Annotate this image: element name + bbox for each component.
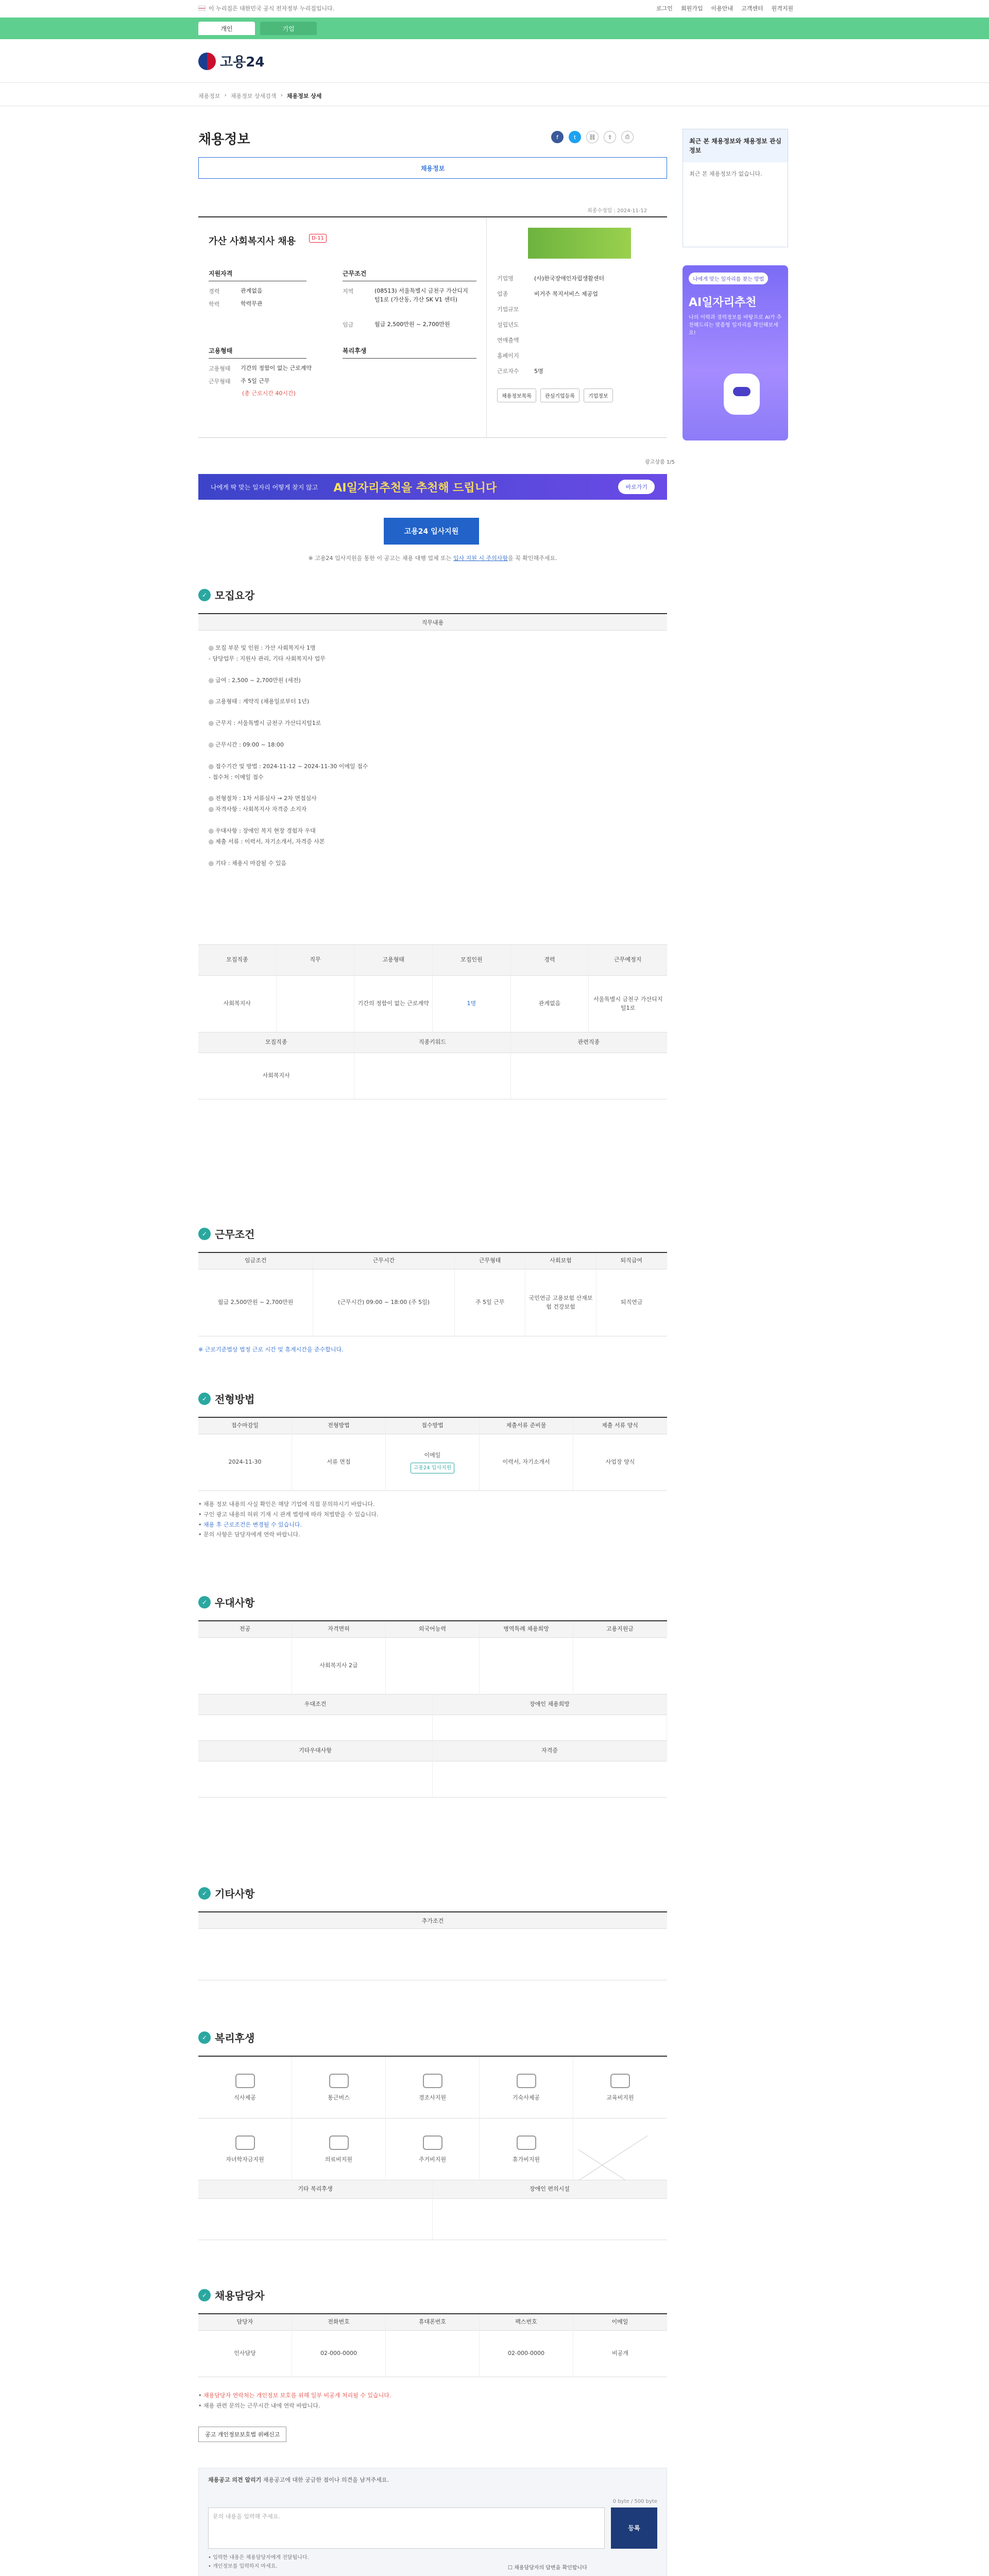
share-icon[interactable]: ⇪: [604, 131, 616, 143]
pref-table: 전공 자격면허 외국어능력 병역특례 채용희망 고용지원금 사회복지사 2급 우대조건 장애인 채용희망 기타우대사항 자격증: [198, 1620, 667, 1798]
apply-caution-link[interactable]: 입사 지원 시 주의사항: [453, 555, 508, 562]
ai-desc: 나의 이력과 경력정보를 바탕으로 AI가 추천해드리는 맞춤형 일자리를 확인해보세요!: [689, 315, 782, 336]
detail-heading: 직무내용: [198, 614, 667, 631]
recruit-detail-table: [198, 613, 667, 1099]
section-select-heading: ✓ 전형방법: [198, 1391, 254, 1406]
section-icon: ✓: [198, 1228, 211, 1240]
cond-table: 임금조건 근무시간 근무형태 사회보험 퇴직급여 월급 2,500만원 ~ 2,700만원 (근무시간) 09:00 ~ 18:00 (주 5일) 주 5일 근무 국민연금 고용보험 산재보험 건강보험 퇴직연금: [198, 1252, 667, 1336]
welfare-item: 휴가비지원: [480, 2119, 573, 2180]
recent-jobs-title: 최근 본 채용정보와 채용정보 관심정보: [683, 129, 788, 162]
recent-jobs-empty: 최근 본 채용정보가 없습니다.: [689, 171, 762, 177]
gift-icon: [423, 2074, 442, 2088]
section-cond-heading: ✓ 근무조건: [198, 1226, 254, 1241]
welfare-heading: 복리후생: [343, 346, 476, 359]
banner-text: 나에게 딱 맞는 일자리 어떻게 찾지 않고: [211, 483, 318, 491]
support-link[interactable]: 고객센터: [741, 5, 763, 12]
qual-row: 학력 학력무관: [209, 300, 263, 308]
welfare-item: 교육비지원: [573, 2057, 667, 2119]
breadcrumb-item[interactable]: 채용정보: [198, 93, 220, 99]
breadcrumb-current: 채용정보 상세: [286, 93, 322, 99]
facebook-icon[interactable]: f: [551, 131, 564, 143]
share-tools: [551, 131, 634, 143]
link-icon[interactable]: ⛓: [586, 131, 599, 143]
education-icon: [610, 2074, 630, 2088]
section-contact-heading: ✓ 채용담당자: [198, 2287, 265, 2302]
ai-pill: 나에게 맞는 일자리를 찾는 방법: [689, 273, 768, 284]
contact-bullets: • 채용담당자 연락처는 개인정보 보호를 위해 일부 비공개 처리될 수 있습니다. • 채용 관련 문의는 근무시간 내에 연락 바랍니다.: [198, 2392, 391, 2409]
qual-row: 경력 관계없음: [209, 287, 263, 295]
emp-note: (총 근로시간 40시간): [242, 390, 296, 397]
bus-icon: [329, 2074, 349, 2088]
welfare-item: 식사제공: [198, 2057, 292, 2119]
meal-icon: [235, 2074, 255, 2088]
qa-submit-button[interactable]: 등록: [611, 2507, 657, 2549]
section-recruit-heading: ✓ 모집요강: [198, 587, 254, 602]
dorm-icon: [517, 2074, 536, 2088]
select-table: 접수마감일 전형방법 접수방법 제출서류 준비물 제출 서류 양식 2024-11-30 서류 면접 이메일 고용24 입사지원 이력서, 자기소개서 사업장 양식: [198, 1417, 667, 1491]
tab-company[interactable]: 기업: [260, 22, 317, 35]
welfare-item: 기숙사제공: [480, 2057, 573, 2119]
child-icon: [235, 2136, 255, 2150]
signup-link[interactable]: 회원가입: [680, 5, 703, 12]
welfare-etc-table: 기타 복리후생 장애인 편의시설: [198, 2180, 667, 2240]
qa-count: 0 byte / 500 byte: [612, 2499, 657, 2504]
company-info-button[interactable]: 기업정보: [584, 388, 613, 402]
welfare-item: 경조사지원: [386, 2057, 480, 2119]
updated-date: 최종수정일 : 2024-11-12: [587, 208, 647, 214]
select-bullets: • 채용 정보 내용의 사실 확인은 해당 기업에 직접 문의하시기 바랍니다. • 구인 광고 내용의 허위 기재 시 관계 법령에 따라 처벌받을 수 있습니다. • 채용 후 근로조건은 변경될 수 있습니다. • 문의 사항은 담당자에게 연락 바랍니다.: [198, 1501, 379, 1538]
section-icon: ✓: [198, 2031, 211, 2044]
divider: [0, 82, 989, 83]
apply-button[interactable]: 고용24 입사지원: [384, 518, 479, 545]
privacy-report-button[interactable]: 공고 개인정보보호법 위배신고: [198, 2427, 286, 2442]
select-apply-button[interactable]: 고용24 입사지원: [411, 1463, 455, 1473]
banner-headline: AI일자리추천을 추천해 드립니다: [333, 481, 497, 495]
etc-table: 추가조건: [198, 1911, 667, 1980]
ai-recommend-banner[interactable]: [683, 265, 788, 440]
recruit-keyword-table: 모집직종 직종키워드 관련직종 사회복지사: [198, 1032, 667, 1099]
korea-flag-icon: [198, 6, 206, 11]
qa-check[interactable]: ☐ 채용담당자의 답변을 확인합니다: [508, 2565, 587, 2571]
breadcrumb-item[interactable]: 채용정보 상세검색: [230, 93, 277, 99]
emp-heading: 고용형태: [209, 346, 306, 359]
welfare-item: 주거비지원: [386, 2119, 480, 2180]
house-icon: [423, 2136, 442, 2150]
emp-row: 고용형태 기간의 정함이 없는 근로계약: [209, 365, 312, 372]
ai-title: AI일자리추천: [689, 296, 757, 309]
company-info: 기업명 (사)한국장애인자립생활센터 업종 비거주 복지서비스 제공업 기업규모 설립년도 연매출액 홈페이지 근로자수 5명: [497, 275, 605, 375]
guide-link[interactable]: 이용안내: [711, 5, 733, 12]
cond-heading: 근무조건: [343, 269, 476, 281]
banner-go-button[interactable]: 바로가기: [618, 480, 655, 494]
taegeuk-logo-icon: [198, 53, 216, 70]
ai-ad-banner[interactable]: [198, 474, 667, 500]
welfare-item: 의료비지원: [292, 2119, 386, 2180]
tab-personal[interactable]: 개인: [198, 22, 255, 35]
section-etc-heading: ✓ 기타사항: [198, 1886, 254, 1901]
site-logo[interactable]: 고용24: [198, 52, 264, 71]
qa-textarea[interactable]: 문의 내용을 입력해 주세요.: [208, 2507, 605, 2549]
company-job-list-button[interactable]: 채용정보목록: [497, 388, 536, 402]
login-link[interactable]: 로그인: [656, 5, 673, 12]
qual-heading: 지원자격: [209, 269, 306, 281]
print-icon[interactable]: ⎙: [621, 131, 634, 143]
vacation-icon: [517, 2136, 536, 2150]
medical-icon: [329, 2136, 349, 2150]
section-pref-heading: ✓ 우대사항: [198, 1595, 254, 1609]
twitter-icon[interactable]: t: [569, 131, 581, 143]
section-icon: ✓: [198, 2289, 211, 2301]
section-icon: ✓: [198, 1393, 211, 1405]
top-nav: [0, 18, 989, 39]
company-image: [528, 228, 631, 259]
cond-row: 임금 월급 2,500만원 ~ 2,700만원: [343, 321, 450, 328]
page-title: 채용정보: [198, 132, 250, 147]
contact-table: 담당자 전화번호 휴대폰번호 팩스번호 이메일 인사담당 02-000-0000 02-000-0000 비공개: [198, 2313, 667, 2377]
breadcrumb: 채용정보 › 채용정보 상세검색 › 채용정보 상세: [198, 92, 322, 99]
welfare-item: 통근버스: [292, 2057, 386, 2119]
dday-badge: D-11: [309, 234, 327, 243]
section-icon: ✓: [198, 1887, 211, 1900]
utility-bar: [0, 0, 989, 18]
section-icon: ✓: [198, 1596, 211, 1608]
cond-row: 지역 (08513) 서울특별시 금천구 가산디지털1로 (가산동, 가산 SK V1 센터): [343, 287, 468, 303]
section-welf-heading: ✓ 복리후생: [198, 2030, 254, 2045]
recent-jobs-panel: [683, 129, 788, 247]
gov-notice: 이 누리집은 대한민국 공식 전자정부 누리집입니다.: [198, 4, 334, 12]
welfare-empty: [573, 2119, 667, 2180]
detail-body: ◎ 모집 부문 및 인원 : 가산 사회복지사 1명 - 담당업무 : 지원사 관리, 기타 사회복지사 업무 ◎ 급여 : 2,500 ~ 2,700만원 (세전) ◎ 고용형태 : 계약직 (채용일로부터 1년) ◎ 근무지 : 서울특별시 금천구 가산디지털1로 ◎ 근무시간 : 09:00 ~ 18:00 ◎ 접수기간 및 방법 : 2024-11-12 ~ 2024-11-30 이메일 접수 - 접수처 : 이메일 접수 ◎ 전형절차 : 1차 서류심사 → 2차 면접심사 ◎ 자격사항 : 사회복지사 자격증 소지자 ◎ 우대사항 : 장애인 복지 현장 경험자 우대 ◎ 제출 서류 : 이력서, 자기소개서, 자격증 사본 ◎ 기타 : 채용시 마감될 수 있음: [198, 631, 667, 945]
job-summary: [198, 216, 667, 438]
robot-icon: [724, 374, 760, 415]
apply-note: ※ 고용24 입사지원을 통한 이 공고는 채용 대행 업체 또는 입사 지원 시 주의사항을 꼭 확인해주세요.: [308, 555, 557, 562]
recruit-table: 모집직종 직무 고용형태 모집인원 경력 근무예정지 사회복지사 기간의 정함이 없는 근로계약 1명 관계없음 서울특별시 금천구 가산디지털1로: [198, 945, 667, 1032]
util-links: [656, 4, 793, 12]
tab-job-info[interactable]: 채용정보: [198, 157, 667, 179]
qa-box: 채용공고 의견 알리기 채용공고에 대한 궁금한 점이나 의견을 남겨주세요. 0 byte / 500 byte 문의 내용을 입력해 주세요. 등록 • 입력한 내용은 채용담당자에게 전달됩니다. • 개인정보를 입력하지 마세요. ☐ 채용담당자의 답변을 확인합니다: [198, 2468, 667, 2576]
welfare-grid: [198, 2056, 667, 2180]
ad-count: 광고상품 1/5: [645, 460, 675, 465]
welfare-item: 자녀학자금지원: [198, 2119, 292, 2180]
favorite-company-button[interactable]: 관심기업등록: [540, 388, 579, 402]
remote-link[interactable]: 원격지원: [771, 5, 793, 12]
job-title: 가산 사회복지사 채용: [209, 236, 296, 247]
section-icon: ✓: [198, 589, 211, 601]
emp-row: 근무형태 주 5일 근무: [209, 378, 270, 385]
cond-note: ※ 근로기준법상 법정 근로 시간 및 휴게시간을 준수합니다.: [198, 1346, 344, 1353]
